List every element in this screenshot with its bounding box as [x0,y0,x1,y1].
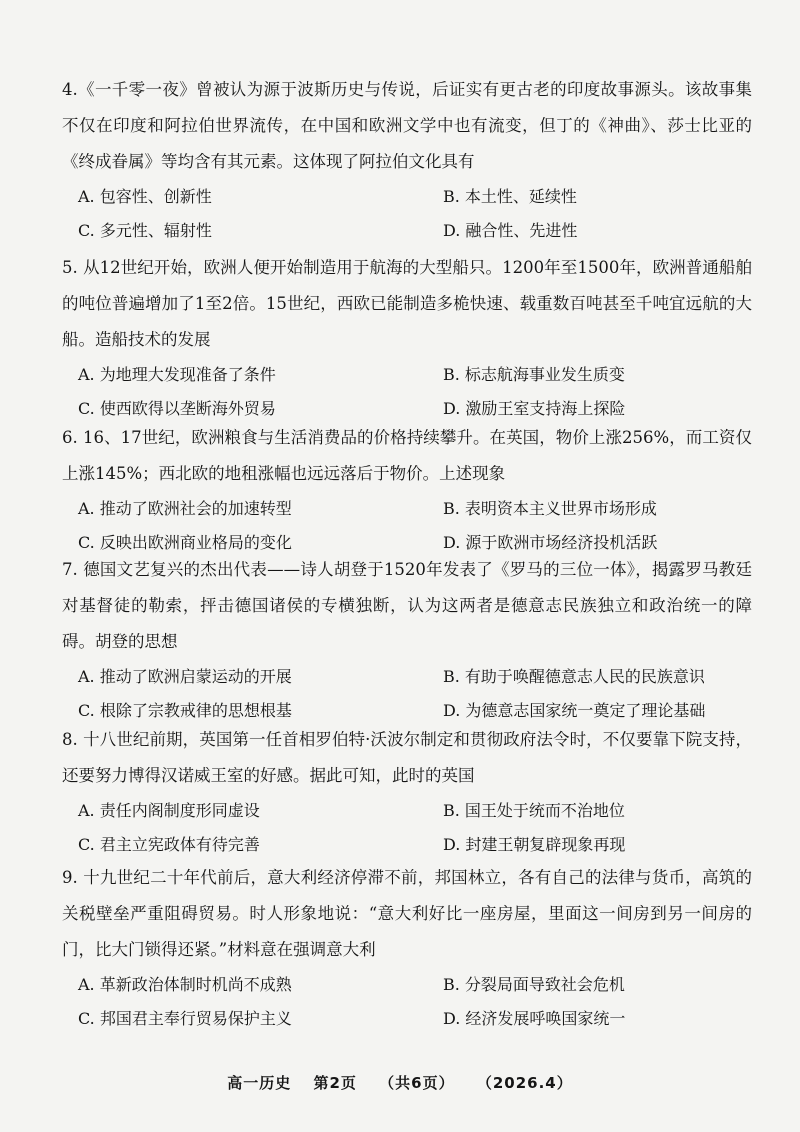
question-6 [62,420,752,560]
footer-page: 第2页 [313,1074,357,1092]
options [78,492,752,560]
option-a: A. 推动了欧洲社会的加速转型 [78,499,292,518]
option-d: D. 经济发展呼唤国家统一 [443,1009,626,1028]
option-d: D. 激励王室支持海上探险 [443,399,626,418]
question-stem: 4.《一千零一夜》曾被认为源于波斯历史与传说，后证实有更古老的印度故事源头。该故事集不仅在印度和阿拉伯世界流传，在中国和欧洲文学中也有流变，但丁的《神曲》、莎士比亚的《终成眷属》等均含有其元素。这体现了阿拉伯文化具有 [62,80,752,171]
option-a: A. 革新政治体制时机尚不成熟 [78,975,292,994]
option-b: B. 分裂局面导致社会危机 [443,975,625,994]
option-d: D. 封建王朝复辟现象再现 [443,835,626,854]
options [78,794,752,862]
question-9 [62,860,752,1036]
option-a: A. 推动了欧洲启蒙运动的开展 [78,667,292,686]
option-a: A. 责任内阁制度形同虚设 [78,801,260,820]
option-a: A. 包容性、创新性 [78,187,212,206]
option-b: B. 本土性、延续性 [443,187,577,206]
option-c: C. 根除了宗教戒律的思想根基 [78,701,292,720]
options [78,180,752,248]
option-c: C. 君主立宪政体有待完善 [78,835,260,854]
question-stem: 6. 16、17世纪，欧洲粮食与生活消费品的价格持续攀升。在英国，物价上涨256%，而工资仅上涨145%；西北欧的地租涨幅也远远落后于物价。上述现象 [62,428,752,483]
question-stem: 9. 十九世纪二十年代前后，意大利经济停滞不前，邦国林立，各有自己的法律与货币，高筑的关税壁垒严重阻碍贸易。时人形象地说：“意大利好比一座房屋，里面这一间房到另一间房的门，比大门锁得还紧。”材料意在强调意大利 [62,868,752,959]
option-d: D. 融合性、先进性 [443,221,578,240]
question-4 [62,72,752,248]
option-c: C. 邦国君主奉行贸易保护主义 [78,1009,292,1028]
footer-date: （2026.4） [476,1074,573,1092]
question-stem: 8. 十八世纪前期，英国第一任首相罗伯特·沃波尔制定和贯彻政府法令时，不仅要靠下院支持，还要努力博得汉诺威王室的好感。据此可知，此时的英国 [62,730,752,785]
option-d: D. 为德意志国家统一奠定了理论基础 [443,701,706,720]
options [78,358,752,426]
page-footer [0,1072,800,1093]
option-b: B. 表明资本主义世界市场形成 [443,499,657,518]
option-b: B. 有助于唤醒德意志人民的民族意识 [443,667,705,686]
footer-subject: 高一历史 [227,1074,292,1092]
question-stem: 7. 德国文艺复兴的杰出代表——诗人胡登于1520年发表了《罗马的三位一体》，揭露罗马教廷对基督徒的勒索，抨击德国诸侯的专横独断，认为这两者是德意志民族独立和政治统一的障碍。胡登的思想 [62,560,752,651]
options [78,660,752,728]
option-b: B. 国王处于统而不治地位 [443,801,625,820]
footer-total: （共6页） [379,1074,455,1092]
option-a: A. 为地理大发现准备了条件 [78,365,276,384]
option-d: D. 源于欧洲市场经济投机活跃 [443,533,658,552]
option-c: C. 反映出欧洲商业格局的变化 [78,533,292,552]
option-c: C. 多元性、辐射性 [78,221,212,240]
question-stem: 5. 从12世纪开始，欧洲人便开始制造用于航海的大型船只。1200年至1500年，欧洲普通船舶的吨位普遍增加了1至2倍。15世纪，西欧已能制造多桅快速、载重数百吨甚至千吨宜远航的大船。造船技术的发展 [62,258,752,349]
option-b: B. 标志航海事业发生质变 [443,365,625,384]
options [78,968,752,1036]
question-8 [62,722,752,862]
question-7 [62,552,752,728]
option-c: C. 使西欧得以垄断海外贸易 [78,399,276,418]
question-5 [62,250,752,426]
